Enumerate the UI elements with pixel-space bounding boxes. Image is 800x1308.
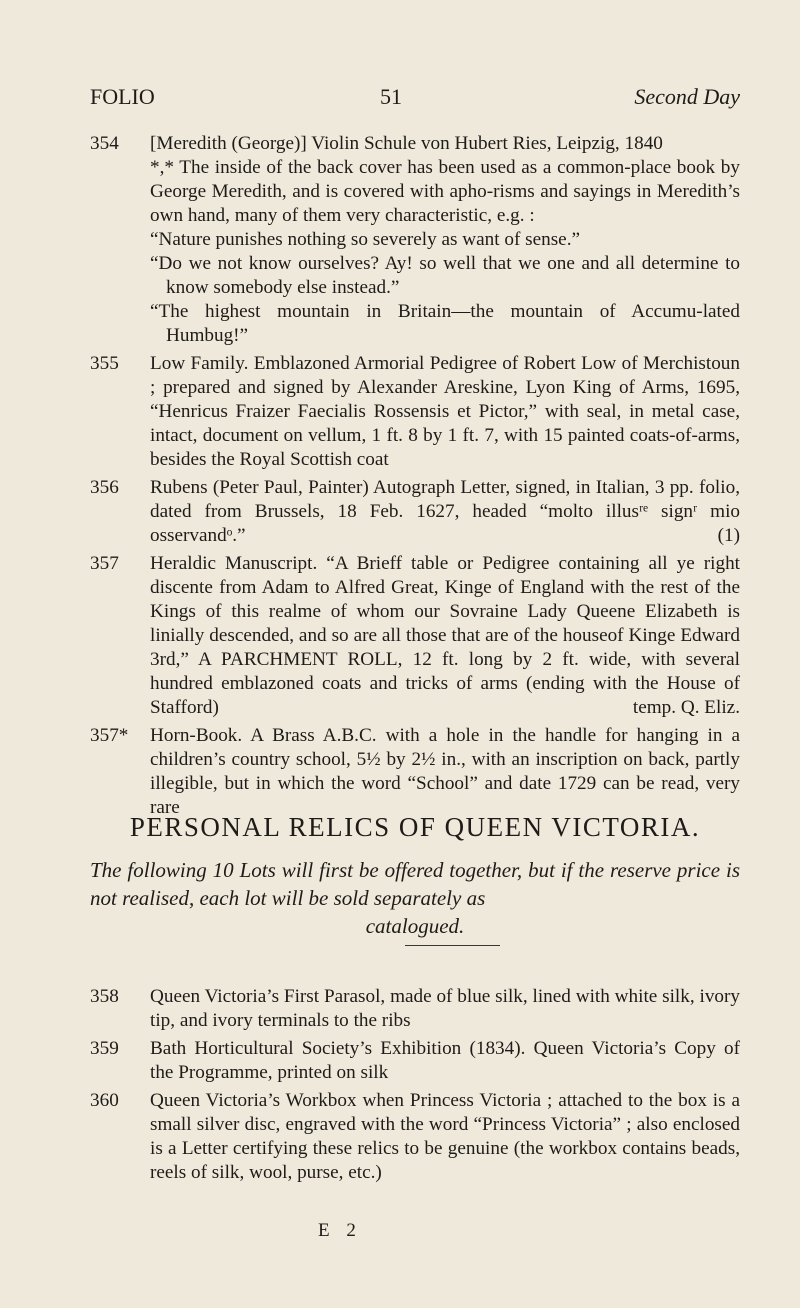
lot-number: 358 [90, 986, 119, 1007]
header-page-number: 51 [380, 84, 402, 109]
lot-description: Horn-Book. A Brass A.B.C. with a hole in the handle for hanging in a children’s country school, 5½ by 2½ in., with an inscription on back, partly illegible, but in which the word “School” and date 1729 can be read, very rare [150, 725, 740, 818]
lot-360 [90, 1089, 740, 1185]
lot-quote: “Nature punishes nothing so severely as want of sense.” [150, 229, 581, 250]
lots-list-victoria [90, 985, 740, 1189]
page-header [90, 84, 740, 114]
lot-357-star [90, 724, 740, 820]
lot-354 [90, 132, 740, 348]
header-day: Second Day [634, 84, 740, 109]
lot-number: 360 [90, 1090, 119, 1111]
header-folio: FOLIO [90, 84, 155, 109]
lot-number: 357* [90, 725, 129, 746]
lot-description: Bath Horticultural Society’s Exhibition (1834). Queen Victoria’s Copy of the Programme, printed on silk [150, 1038, 740, 1083]
lot-date: temp. Q. Eliz. [632, 697, 740, 718]
lot-356 [90, 476, 740, 548]
lot-quantity: (1) [717, 525, 740, 546]
lot-number: 355 [90, 353, 119, 374]
lot-359 [90, 1037, 740, 1085]
lot-quote: “Do we not know ourselves? Ay! so well that we one and all determine to know somebody else instead.” [150, 253, 740, 298]
lot-note: *,* The inside of the back cover has been used as a common-place book by George Meredith, and is covered with apho-risms and sayings in Meredith’s own hand, many of them very characteristic, e.g. : [150, 157, 740, 226]
lot-description: Queen Victoria’s Workbox when Princess Victoria ; attached to the box is a small silver disc, engraved with the word “Princess Victoria” ; also enclosed is a Letter certifying these relics to be genuine (the workbox contains beads, reels of silk, wool, purse, etc.) [150, 1090, 740, 1183]
lot-355 [90, 352, 740, 472]
lot-number: 356 [90, 477, 119, 498]
section-note [90, 856, 740, 940]
lot-description: Rubens (Peter Paul, Painter) Autograph Letter, signed, in Italian, 3 pp. folio, dated from Brussels, 18 Feb. 1627, headed “molto illusʳᵉ signʳ mio osservandᵒ.” [150, 477, 740, 546]
section-divider [405, 945, 500, 946]
section-note-text: The following 10 Lots will first be offered together, but if the reserve price is not realised, each lot will be sold separately as [90, 858, 740, 910]
lot-358 [90, 985, 740, 1033]
signature-mark: E 2 [318, 1220, 362, 1241]
lot-quote: “The highest mountain in Britain—the mountain of Accumu-lated Humbug!” [150, 301, 740, 346]
lot-357 [90, 552, 740, 720]
section-heading: PERSONAL RELICS OF QUEEN VICTORIA. [129, 812, 701, 842]
lot-number: 354 [90, 133, 119, 154]
lot-description: Low Family. Emblazoned Armorial Pedigree of Robert Low of Merchistoun ; prepared and signed by Alexander Areskine, Lyon King of Arms, 1695, “Henricus Fraizer Faecialis Rossensis et Pictor,” with seal, in metal case, intact, document on vellum, 1 ft. 8 by 1 ft. 7, with 15 painted coats-of-arms, besides the Royal Scottish coat [150, 353, 740, 470]
lot-title: [Meredith (George)] Violin Schule von Hubert Ries, Leipzig, 1840 [150, 133, 663, 154]
lot-number: 357 [90, 553, 119, 574]
section-note-last: catalogued. [365, 914, 465, 938]
lot-number: 359 [90, 1038, 119, 1059]
lot-description: Queen Victoria’s First Parasol, made of blue silk, lined with white silk, ivory tip, and ivory terminals to the ribs [150, 986, 740, 1031]
lots-list [90, 132, 740, 824]
lot-description: Heraldic Manuscript. “A Brieff table or Pedigree containing all ye right discente from Adam to Alfred Great, Kinge of England with the rest of the Kings of this realme of whom our Sovraine Lady Queene Elizabeth is linially descended, and so are all those that are of the houseof Kinge Edward 3rd,” A PARCHMENT ROLL, 12 ft. long by 2 ft. wide, with several hundred emblazoned coats and tricks of arms (ending with the House of Stafford) [150, 553, 740, 718]
